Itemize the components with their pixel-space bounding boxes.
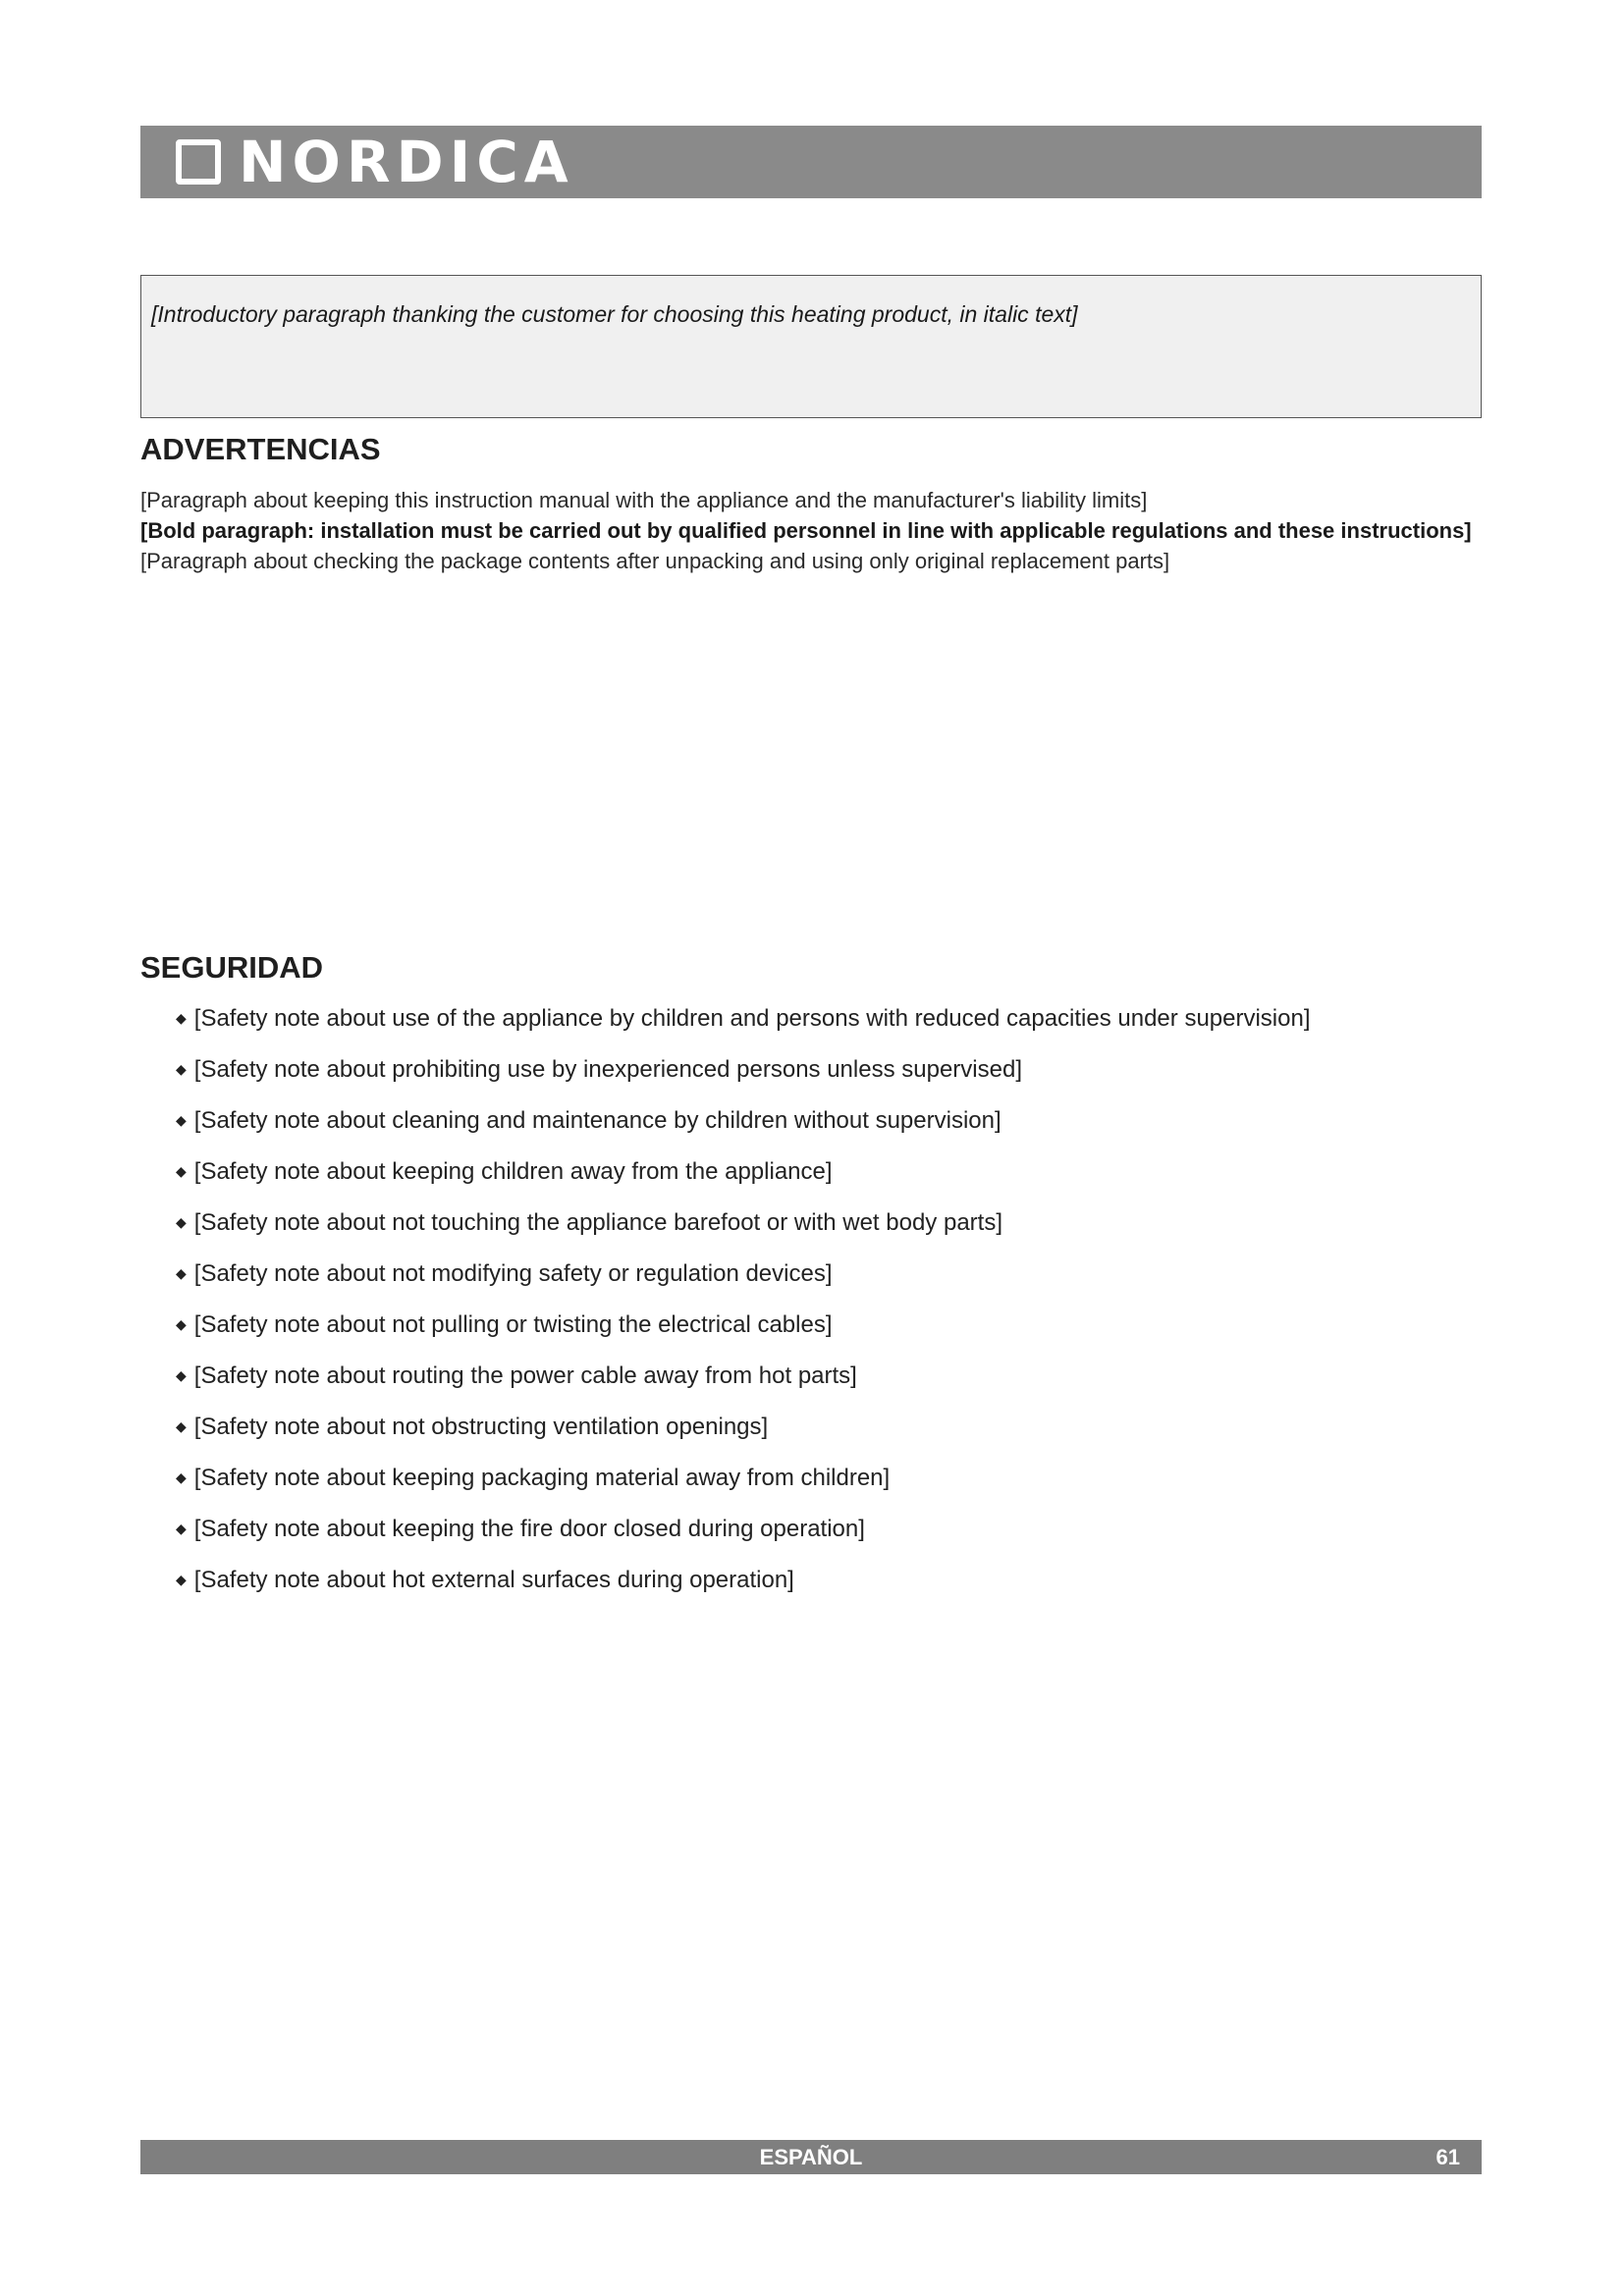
list-item: ◆ [Safety note about keeping the fire door closed during operation] — [176, 1516, 865, 1542]
warnings-paragraph-2: [Paragraph about checking the package contents after unpacking and using only original replacement parts] — [140, 549, 1170, 573]
list-item: ◆ [Safety note about not modifying safety or regulation devices] — [176, 1260, 833, 1287]
page-number: 61 — [1435, 2145, 1460, 2169]
section-title: SEGURIDAD — [140, 950, 324, 985]
intro-box — [140, 275, 1482, 418]
list-item: ◆ [Safety note about not touching the appliance barefoot or with wet body parts] — [176, 1209, 1002, 1236]
warnings-paragraph-1: [Paragraph about keeping this instruction manual with the appliance and the manufacturer's liability limits] — [140, 488, 1148, 512]
diamond-bullet-icon: ◆ — [176, 1214, 187, 1230]
diamond-bullet-icon: ◆ — [176, 1010, 187, 1026]
list-item: ◆ [Safety note about not pulling or twisting the electrical cables] — [176, 1311, 833, 1338]
list-item: ◆ [Safety note about keeping children away from the appliance] — [176, 1158, 833, 1185]
footer-language: ESPAÑOL — [759, 2145, 863, 2169]
section-seguridad — [140, 950, 1482, 1614]
diamond-bullet-icon: ◆ — [176, 1521, 187, 1536]
diamond-bullet-icon: ◆ — [176, 1572, 187, 1587]
diamond-bullet-icon: ◆ — [176, 1469, 187, 1485]
diamond-bullet-icon: ◆ — [176, 1265, 187, 1281]
list-item: ◆ [Safety note about hot external surfaces during operation] — [176, 1567, 794, 1593]
diamond-bullet-icon: ◆ — [176, 1367, 187, 1383]
header-bar — [140, 126, 1482, 198]
list-item: ◆ [Safety note about routing the power cable away from hot parts] — [176, 1362, 857, 1389]
list-item: ◆ [Safety note about prohibiting use by inexperienced persons unless supervised] — [176, 1056, 1022, 1083]
list-item: ◆ [Safety note about not obstructing ventilation openings] — [176, 1414, 769, 1440]
safety-list — [140, 1001, 1482, 1597]
diamond-bullet-icon: ◆ — [176, 1418, 187, 1434]
intro-text: [Introductory paragraph thanking the customer for choosing this heating product, in italic text] — [151, 301, 1078, 327]
diamond-bullet-icon: ◆ — [176, 1061, 187, 1077]
list-item: ◆ [Safety note about keeping packaging material away from children] — [176, 1465, 891, 1491]
brand-logo-icon — [176, 139, 221, 185]
list-item: ◆ [Safety note about cleaning and maintenance by children without supervision] — [176, 1107, 1001, 1134]
footer-bar — [140, 2140, 1482, 2174]
warnings-bold-paragraph: [Bold paragraph: installation must be carried out by qualified personnel in line with applicable regulations and these instructions] — [140, 518, 1472, 543]
diamond-bullet-icon: ◆ — [176, 1112, 187, 1128]
diamond-bullet-icon: ◆ — [176, 1163, 187, 1179]
brand-name: NORDICA — [239, 129, 574, 195]
section-advertencias — [140, 432, 1482, 576]
brand-logo — [176, 129, 574, 195]
list-item: ◆ [Safety note about use of the appliance by children and persons with reduced capacities under supervision] — [176, 1005, 1311, 1032]
section-title: ADVERTENCIAS — [140, 432, 381, 466]
diamond-bullet-icon: ◆ — [176, 1316, 187, 1332]
